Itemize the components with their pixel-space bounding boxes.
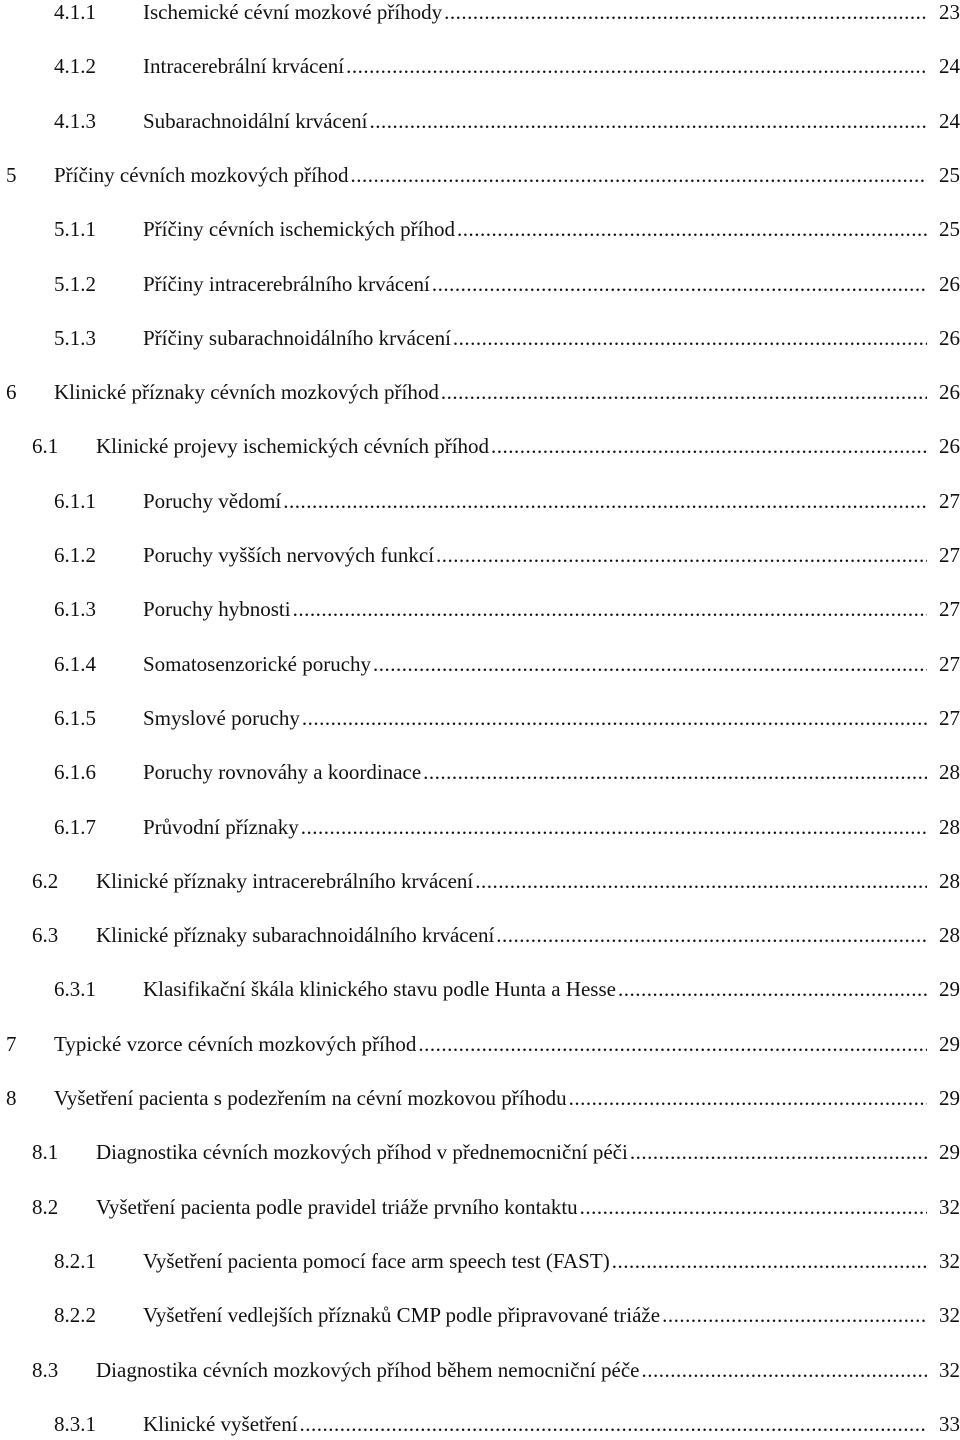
toc-entry[interactable] (0, 376, 960, 408)
toc-entry-page: 33 (939, 1411, 960, 1436)
toc-entry-number: 4.1.3 (54, 108, 96, 133)
toc-entry-title: Klinické příznaky subarachnoidálního krvácení (96, 923, 495, 948)
toc-entry-number: 8.1 (32, 1140, 59, 1165)
toc-entry[interactable] (0, 756, 960, 788)
toc-entry-number: 6.3.1 (54, 977, 96, 1002)
toc-dot-leader (580, 1191, 927, 1223)
toc-entry-number: 8.2.2 (54, 1303, 96, 1328)
toc-entry-title: Průvodní příznaky (143, 814, 299, 839)
toc-entry-page: 24 (939, 54, 960, 79)
toc-entry-title: Klinické projevy ischemických cévních příhod (96, 434, 490, 459)
toc-dot-leader (436, 539, 927, 571)
toc-entry-page: 28 (939, 868, 960, 893)
toc-entry-page: 25 (939, 162, 960, 187)
toc-entry-number: 8.2.1 (54, 1248, 96, 1273)
toc-dot-leader (432, 268, 927, 300)
toc-entry-page: 23 (939, 0, 960, 24)
toc-entry[interactable] (0, 1136, 960, 1168)
toc-dot-leader (612, 1245, 927, 1277)
toc-dot-leader (351, 159, 927, 191)
toc-dot-leader (423, 756, 927, 788)
toc-entry-page: 29 (939, 977, 960, 1002)
toc-dot-leader (662, 1299, 927, 1331)
toc-entry-page: 27 (939, 651, 960, 676)
toc-entry-page: 26 (939, 434, 960, 459)
toc-entry[interactable] (0, 1245, 960, 1277)
toc-dot-leader (457, 213, 927, 245)
toc-entry[interactable] (0, 430, 960, 462)
toc-dot-leader (346, 50, 927, 82)
toc-dot-leader (496, 919, 927, 951)
toc-dot-leader (569, 1082, 927, 1114)
toc-entry-page: 32 (939, 1303, 960, 1328)
toc-entry[interactable] (0, 485, 960, 517)
toc-entry-title: Diagnostika cévních mozkových příhod v přednemocniční péči (96, 1140, 628, 1165)
toc-entry-page: 27 (939, 488, 960, 513)
toc-entry-number: 5.1.3 (54, 325, 96, 350)
toc-entry-title: Poruchy vědomí (143, 488, 282, 513)
toc-dot-leader (475, 865, 927, 897)
toc-entry-page: 26 (939, 380, 960, 405)
toc-entry-page: 27 (939, 597, 960, 622)
toc-dot-leader (283, 485, 927, 517)
toc-dot-leader (302, 702, 927, 734)
toc-entry-page: 29 (939, 1031, 960, 1056)
toc-entry-title: Intracerebrální krvácení (143, 54, 345, 79)
toc-entry[interactable] (0, 1191, 960, 1223)
toc-entry-title: Příčiny intracerebrálního krvácení (143, 271, 430, 296)
toc-entry-number: 6 (6, 380, 17, 405)
toc-dot-leader (293, 593, 927, 625)
toc-entry[interactable] (0, 213, 960, 245)
toc-entry-number: 6.2 (32, 868, 59, 893)
toc-dot-leader (618, 973, 927, 1005)
toc-entry-number: 5.1.1 (54, 217, 96, 242)
toc-entry[interactable] (0, 648, 960, 680)
toc-dot-leader (373, 648, 927, 680)
toc-dot-leader (441, 376, 927, 408)
toc-entry[interactable] (0, 702, 960, 734)
toc-entry-number: 6.1.4 (54, 651, 96, 676)
toc-entry-number: 8.2 (32, 1194, 59, 1219)
toc-entry[interactable] (0, 865, 960, 897)
toc-entry-number: 8.3.1 (54, 1411, 96, 1436)
toc-entry-title: Ischemické cévní mozkové příhody (143, 0, 443, 24)
toc-entry-page: 32 (939, 1357, 960, 1382)
toc-entry-number: 4.1.1 (54, 0, 96, 24)
toc-dot-leader (453, 322, 927, 354)
toc-dot-leader (491, 430, 927, 462)
toc-entry-title: Vyšetření pacienta pomocí face arm speech test (FAST) (143, 1248, 610, 1273)
toc-entry-title: Smyslové poruchy (143, 705, 300, 730)
toc-entry[interactable] (0, 1408, 960, 1440)
toc-entry-number: 8 (6, 1086, 17, 1110)
toc-entry-number: 4.1.2 (54, 54, 96, 79)
toc-entry-page: 26 (939, 325, 960, 350)
toc-entry-title: Somatosenzorické poruchy (143, 651, 372, 676)
toc-entry-number: 6.1.3 (54, 597, 96, 622)
toc-entry[interactable] (0, 50, 960, 82)
toc-entry-number: 6.1 (32, 434, 59, 459)
toc-dot-leader (418, 1028, 927, 1060)
toc-entry-number: 6.1.6 (54, 760, 96, 785)
toc-entry[interactable] (0, 811, 960, 843)
toc-entry-title: Příčiny subarachnoidálního krvácení (143, 325, 451, 350)
toc-entry[interactable] (0, 973, 960, 1005)
toc-entry-number: 6.1.2 (54, 543, 96, 567)
toc-entry[interactable] (0, 322, 960, 354)
toc-entry[interactable] (0, 1299, 960, 1331)
toc-entry[interactable] (0, 0, 960, 28)
toc-entry-page: 28 (939, 760, 960, 785)
toc-entry-title: Poruchy rovnováhy a koordinace (143, 760, 422, 785)
toc-entry[interactable] (0, 159, 960, 191)
toc-entry-page: 29 (939, 1140, 960, 1165)
toc-entry-title: Příčiny cévních ischemických příhod (143, 217, 455, 242)
toc-entry-title: Poruchy vyšších nervových funkcí (143, 543, 435, 567)
toc-dot-leader (630, 1136, 927, 1168)
toc-entry-title: Diagnostika cévních mozkových příhod během nemocniční péče (96, 1357, 640, 1382)
toc-dot-leader (301, 811, 927, 843)
toc-entry-page: 28 (939, 923, 960, 948)
toc-dot-leader (370, 105, 928, 137)
toc-entry-title: Vyšetření pacienta podle pravidel triáže prvního kontaktu (96, 1194, 578, 1219)
toc-entry-title: Poruchy hybnosti (143, 597, 291, 622)
toc-entry-page: 32 (939, 1194, 960, 1219)
toc-dot-leader (300, 1408, 927, 1440)
toc-entry-page: 26 (939, 271, 960, 296)
toc-entry[interactable] (0, 1354, 960, 1386)
toc-entry[interactable] (0, 1028, 960, 1060)
toc-entry-number: 5.1.2 (54, 271, 96, 296)
toc-entry-number: 7 (6, 1031, 17, 1056)
toc-entry-number: 6.3 (32, 923, 59, 948)
toc-entry-title: Klasifikační škála klinického stavu podle Hunta a Hesse (143, 977, 616, 1002)
toc-entry-number: 5 (6, 162, 17, 187)
toc-entry-title: Vyšetření vedlejších příznaků CMP podle připravované triáže (143, 1303, 661, 1328)
toc-entry[interactable] (0, 268, 960, 300)
toc-entry-number: 6.1.7 (54, 814, 96, 839)
toc-entry-title: Subarachnoidální krvácení (143, 108, 368, 133)
toc-entry-title: Klinické příznaky cévních mozkových příhod (54, 380, 439, 405)
toc-entry-title: Příčiny cévních mozkových příhod (54, 162, 349, 187)
toc-entry[interactable] (0, 919, 960, 951)
toc-dot-leader (642, 1354, 928, 1386)
toc-entry-page: 32 (939, 1248, 960, 1273)
toc-entry[interactable] (0, 539, 960, 571)
toc-entry-number: 8.3 (32, 1357, 59, 1382)
toc-entry[interactable] (0, 105, 960, 137)
toc-entry-title: Klinické vyšetření (143, 1411, 298, 1436)
toc-entry-page: 24 (939, 108, 960, 133)
toc-entry-number: 6.1.5 (54, 705, 96, 730)
toc-entry-title: Typické vzorce cévních mozkových příhod (54, 1031, 417, 1056)
toc-entry[interactable] (0, 593, 960, 625)
toc-entry-page: 27 (939, 705, 960, 730)
toc-entry-title: Vyšetření pacienta s podezřením na cévní mozkovou příhodu (54, 1086, 567, 1110)
toc-entry-page: 27 (939, 543, 960, 567)
toc-entry-page: 25 (939, 217, 960, 242)
toc-entry-page: 29 (939, 1086, 960, 1110)
toc-entry[interactable] (0, 1082, 960, 1114)
toc-entry-page: 28 (939, 814, 960, 839)
toc-dot-leader (444, 0, 927, 28)
toc-entry-number: 6.1.1 (54, 488, 96, 513)
toc-entry-title: Klinické příznaky intracerebrálního krvácení (96, 868, 474, 893)
